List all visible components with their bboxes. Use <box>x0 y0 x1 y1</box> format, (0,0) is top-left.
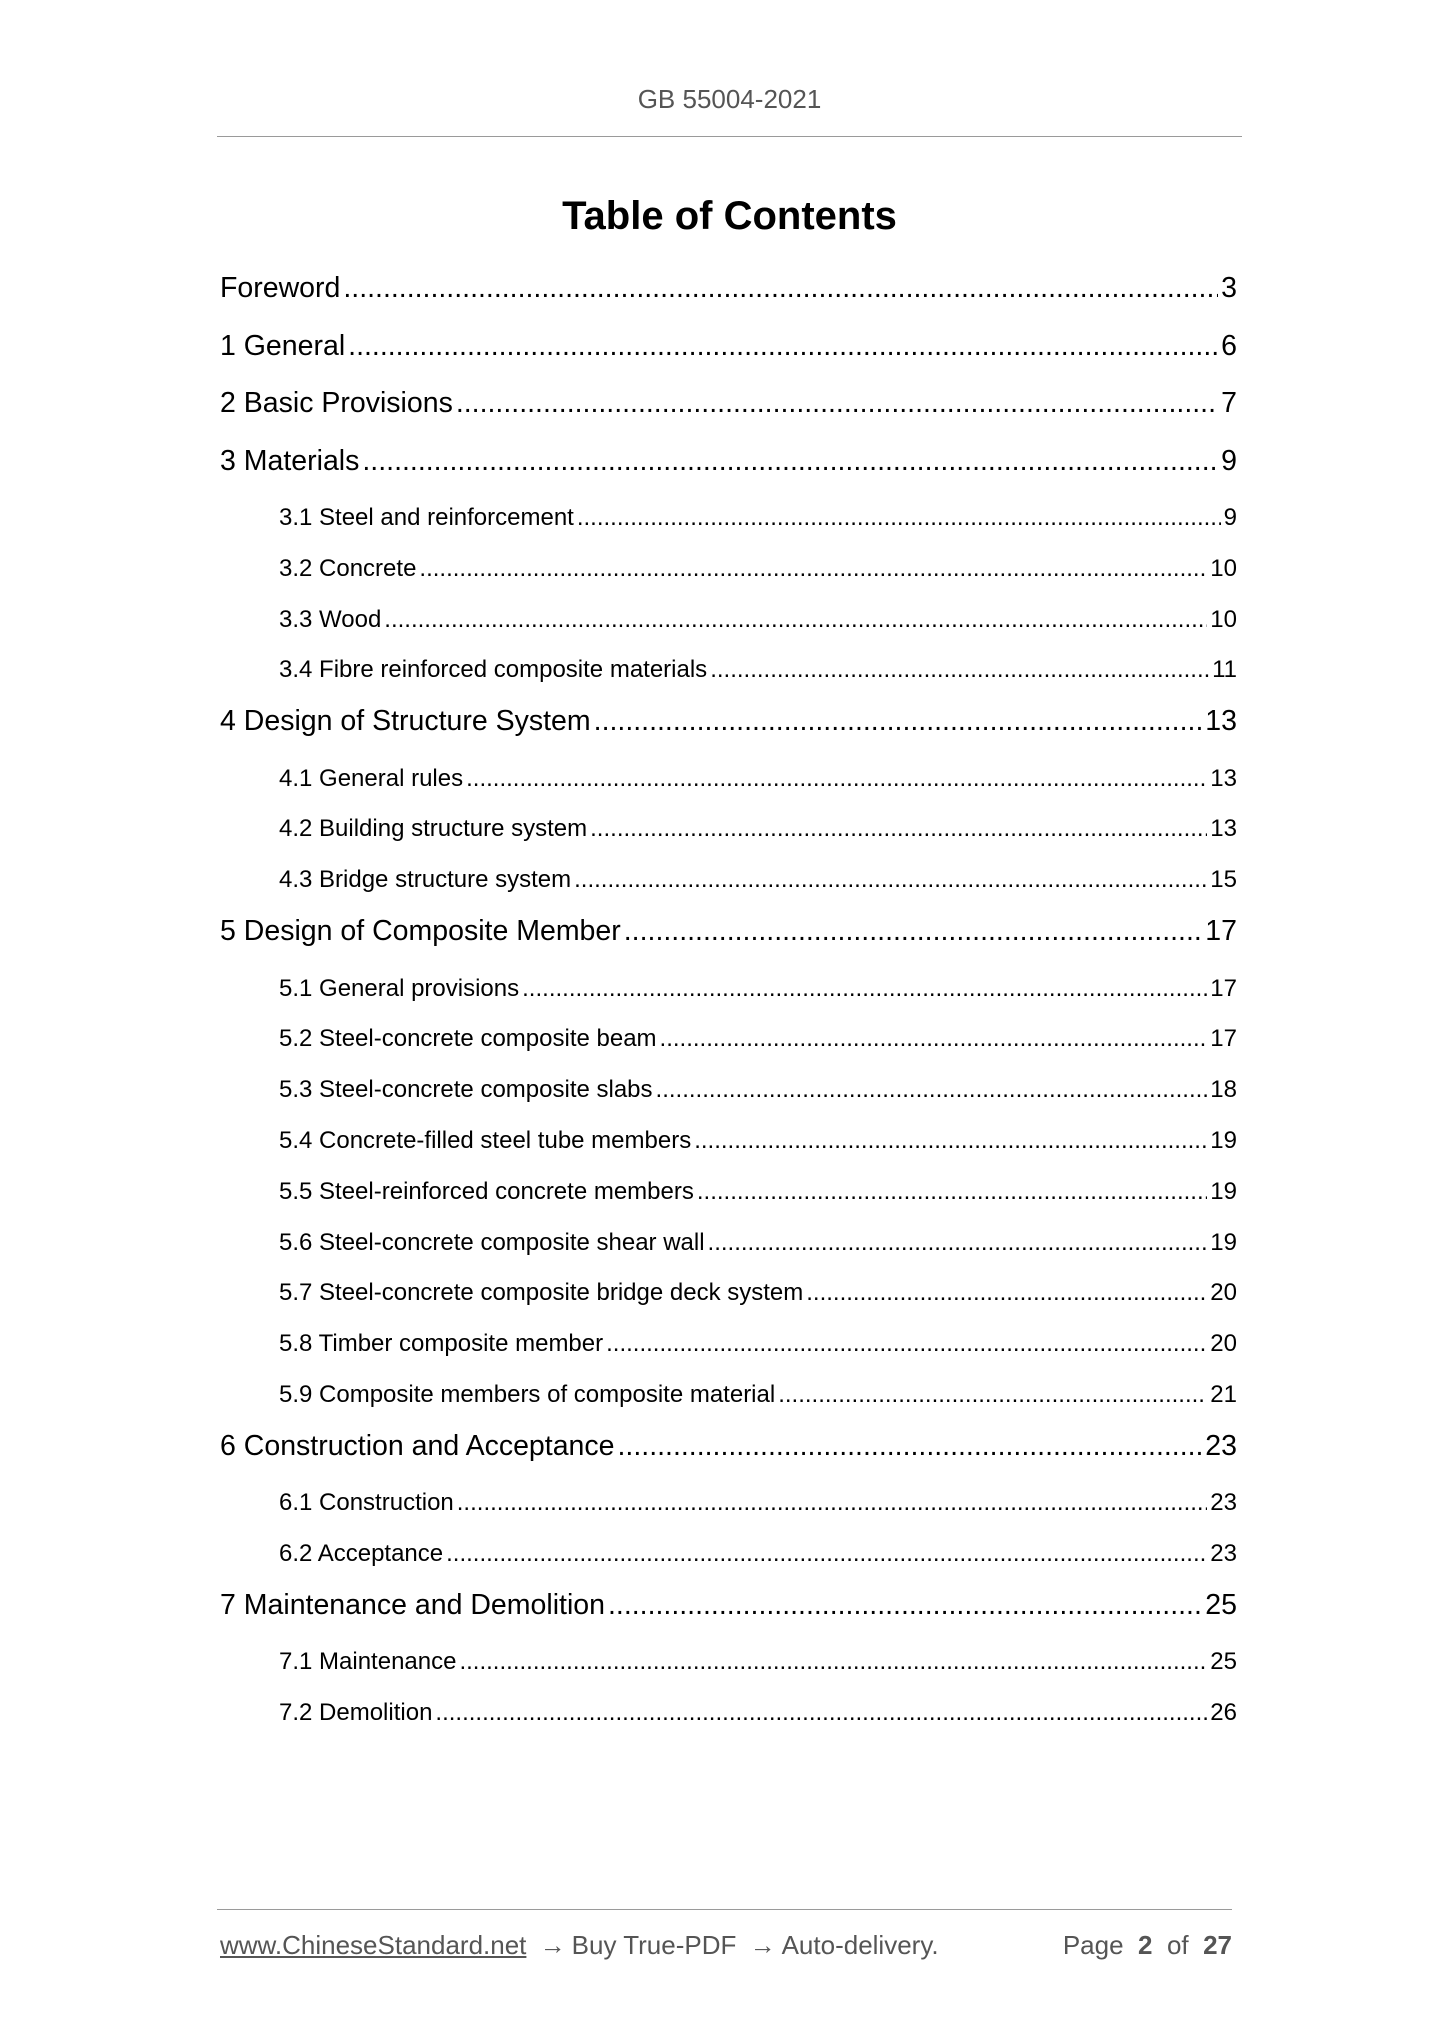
dot-leader <box>594 696 1203 746</box>
toc-entry-page-number: 26 <box>1210 1699 1237 1727</box>
toc-entry-label: 5.6 Steel-concrete composite shear wall <box>279 1228 705 1256</box>
dot-leader <box>574 855 1207 905</box>
toc-entry-label: 5.1 General provisions <box>279 974 520 1002</box>
dot-leader <box>435 1688 1207 1738</box>
toc-section-entry[interactable] <box>220 1116 1237 1167</box>
dot-leader <box>708 1218 1208 1268</box>
toc-section-entry[interactable] <box>220 1167 1237 1218</box>
toc-chapter-entry[interactable] <box>220 263 1237 321</box>
toc-entry-page-number: 10 <box>1210 605 1237 633</box>
dot-leader <box>608 1580 1202 1630</box>
toc-entry-page-number: 6 <box>1221 329 1237 362</box>
dot-leader <box>343 263 1218 313</box>
table-of-contents <box>220 263 1237 1739</box>
toc-entry-page-number: 18 <box>1210 1076 1237 1104</box>
toc-entry-label: 3.3 Wood <box>279 605 382 633</box>
toc-entry-page-number: 25 <box>1205 1588 1237 1621</box>
toc-entry-label: 4 Design of Structure System <box>220 705 591 738</box>
toc-entry-page-number: 13 <box>1210 764 1237 792</box>
toc-entry-label: 5.3 Steel-concrete composite slabs <box>279 1076 653 1104</box>
toc-section-entry[interactable] <box>220 493 1237 544</box>
toc-entry-label: 2 Basic Provisions <box>220 387 453 419</box>
toc-entry-page-number: 9 <box>1221 444 1237 477</box>
toc-entry-page-number: 19 <box>1210 1126 1237 1154</box>
toc-section-entry[interactable] <box>220 645 1237 696</box>
dot-leader <box>618 1421 1203 1471</box>
toc-chapter-entry[interactable] <box>220 378 1237 436</box>
toc-entry-page-number: 17 <box>1205 915 1237 948</box>
toc-entry-label: 4.2 Building structure system <box>279 815 588 843</box>
toc-entry-label: 3 Materials <box>220 444 360 477</box>
dot-leader <box>459 1637 1207 1687</box>
toc-entry-label: 6 Construction and Acceptance <box>220 1429 615 1462</box>
toc-section-entry[interactable] <box>220 595 1237 646</box>
arrow-right-icon: → <box>539 1930 566 1960</box>
toc-entry-label: 7 Maintenance and Demolition <box>220 1588 605 1621</box>
dot-leader <box>710 645 1209 695</box>
dot-leader <box>590 804 1207 854</box>
toc-entry-page-number: 3 <box>1221 272 1237 304</box>
dot-leader <box>806 1268 1207 1318</box>
toc-entry-page-number: 13 <box>1205 705 1237 738</box>
current-page-number: 2 <box>1138 1930 1153 1960</box>
toc-entry-label: 5.5 Steel-reinforced concrete members <box>279 1177 694 1205</box>
dot-leader <box>419 544 1207 594</box>
total-pages-number: 27 <box>1203 1930 1232 1960</box>
dot-leader <box>624 906 1203 956</box>
of-word: of <box>1166 1930 1189 1960</box>
auto-delivery-text: Auto-delivery. <box>781 1930 939 1960</box>
toc-entry-page-number: 10 <box>1210 554 1237 582</box>
toc-entry-page-number: 20 <box>1210 1330 1237 1358</box>
toc-entry-label: 5 Design of Composite Member <box>220 915 621 948</box>
header-divider <box>217 136 1242 137</box>
toc-entry-page-number: 13 <box>1210 815 1237 843</box>
dot-leader <box>697 1167 1207 1217</box>
toc-entry-label: 4.1 General rules <box>279 764 464 792</box>
toc-chapter-entry[interactable] <box>220 1421 1237 1479</box>
toc-section-entry[interactable] <box>220 1065 1237 1116</box>
toc-entry-label: 3.4 Fibre reinforced composite materials <box>279 656 708 684</box>
dot-leader <box>457 1478 1208 1528</box>
dot-leader <box>384 595 1207 645</box>
toc-entry-label: 3.1 Steel and reinforcement <box>279 504 574 531</box>
toc-entry-label: 6.1 Construction <box>279 1489 454 1517</box>
toc-entry-page-number: 17 <box>1210 1025 1237 1053</box>
dot-leader <box>778 1370 1207 1420</box>
toc-section-entry[interactable] <box>220 1529 1237 1580</box>
toc-entry-page-number: 15 <box>1210 866 1237 894</box>
toc-entry-label: 5.9 Composite members of composite material <box>279 1380 776 1408</box>
page-word: Page <box>1062 1930 1124 1960</box>
toc-entry-label: 1 General <box>220 329 346 362</box>
page-header: GB 55004-2021 <box>637 84 822 114</box>
footer-promo <box>220 1930 939 1961</box>
toc-entry-page-number: 19 <box>1210 1177 1237 1205</box>
toc-section-entry[interactable] <box>220 1319 1237 1370</box>
arrow-right-icon: → <box>749 1930 776 1960</box>
toc-section-entry[interactable] <box>220 804 1237 855</box>
toc-entry-label: 5.4 Concrete-filled steel tube members <box>279 1126 692 1154</box>
website-link[interactable]: www.ChineseStandard.net <box>220 1930 527 1960</box>
toc-entry-label: 7.1 Maintenance <box>279 1648 457 1676</box>
page-footer <box>220 1930 1232 1961</box>
toc-section-entry[interactable] <box>220 1268 1237 1319</box>
dot-leader <box>362 436 1218 486</box>
dot-leader <box>606 1319 1207 1369</box>
toc-entry-page-number: 25 <box>1210 1648 1237 1676</box>
toc-entry-label: 6.2 Acceptance <box>279 1540 444 1568</box>
toc-section-entry[interactable] <box>220 1218 1237 1269</box>
toc-section-entry[interactable] <box>220 544 1237 595</box>
toc-section-entry[interactable] <box>220 1688 1237 1739</box>
toc-entry-page-number: 23 <box>1205 1429 1237 1462</box>
toc-entry-label: 5.8 Timber composite member <box>279 1330 604 1358</box>
toc-entry-label: 5.2 Steel-concrete composite beam <box>279 1025 657 1053</box>
dot-leader <box>446 1529 1207 1579</box>
buy-true-pdf-text: Buy True-PDF <box>571 1930 737 1960</box>
toc-entry-label: Foreword <box>220 272 341 304</box>
toc-entry-page-number: 7 <box>1221 387 1237 419</box>
toc-entry-label: 3.2 Concrete <box>279 554 417 582</box>
dot-leader <box>456 378 1218 428</box>
toc-entry-page-number: 23 <box>1210 1489 1237 1517</box>
toc-section-entry[interactable] <box>220 1637 1237 1688</box>
toc-entry-label: 7.2 Demolition <box>279 1699 433 1727</box>
toc-entry-label: 4.3 Bridge structure system <box>279 866 572 894</box>
dot-leader <box>656 1065 1208 1115</box>
page-title: Table of Contents <box>562 194 897 238</box>
dot-leader <box>466 754 1207 804</box>
toc-entry-page-number: 19 <box>1210 1228 1237 1256</box>
toc-entry-page-number: 23 <box>1210 1540 1237 1568</box>
toc-section-entry[interactable] <box>220 1014 1237 1065</box>
toc-section-entry[interactable] <box>220 855 1237 906</box>
toc-entry-page-number: 21 <box>1210 1380 1237 1408</box>
toc-section-entry[interactable] <box>220 1478 1237 1529</box>
toc-chapter-entry[interactable] <box>220 436 1237 494</box>
toc-entry-page-number: 11 <box>1212 656 1237 684</box>
dot-leader <box>522 964 1207 1014</box>
toc-entry-label: 5.7 Steel-concrete composite bridge deck system <box>279 1279 804 1307</box>
toc-chapter-entry[interactable] <box>220 1580 1237 1638</box>
toc-section-entry[interactable] <box>220 754 1237 805</box>
toc-chapter-entry[interactable] <box>220 696 1237 754</box>
toc-chapter-entry[interactable] <box>220 321 1237 379</box>
toc-entry-page-number: 9 <box>1223 504 1237 531</box>
page-indicator <box>1063 1930 1232 1961</box>
dot-leader <box>694 1116 1207 1166</box>
footer-divider <box>217 1909 1232 1910</box>
toc-entry-page-number: 20 <box>1210 1279 1237 1307</box>
toc-entry-page-number: 17 <box>1210 974 1237 1002</box>
toc-section-entry[interactable] <box>220 1370 1237 1421</box>
dot-leader <box>660 1014 1208 1064</box>
dot-leader <box>348 321 1218 371</box>
dot-leader <box>577 493 1221 543</box>
toc-section-entry[interactable] <box>220 964 1237 1015</box>
toc-chapter-entry[interactable] <box>220 906 1237 964</box>
